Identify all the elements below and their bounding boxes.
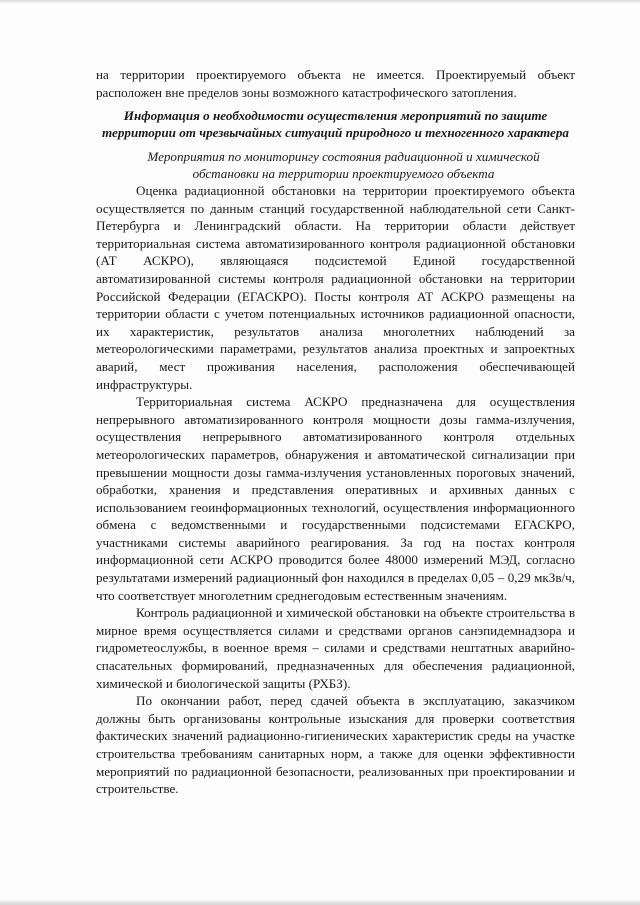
subsection-heading: Мероприятия по мониторингу состояния радиационной и химической обстановки на территории проектируемого объекта xyxy=(147,148,540,181)
intro-paragraph: на территории проектируемого объекта не имеется. Проектируемый объект расположен вне пределов зоны возможного катастрофического затопления. xyxy=(96,67,575,100)
body-paragraph: Контроль радиационной и химической обстановки на объекте строительства в мирное время осуществляется силами и средствами органов санэпидемнадзора и гидрометеослужбы, в военное время – силами и средствами нештатных аварийно-спасательных формирований, предназначенных для обеспечения радиационной, химической и биологической защиты (РХБЗ). xyxy=(96,605,575,691)
document-page xyxy=(96,66,575,798)
scan-bottom-edge xyxy=(0,899,640,905)
body-paragraph: Территориальная система АСКРО предназначена для осуществления непрерывного автоматизированного контроля мощности дозы гамма-излучения, осуществления непрерывного автоматизированного контроля отдельных метеорологических параметров, обнаружения и автоматической сигнализации при превышении мощности дозы гамма-излучения установленных пороговых значений, обработки, хранения и представления оперативных и архивных данных с использованием геоинформационных технологий, осуществления информационного обмена с ведомственными и государственными подсистемами ЕГАСКРО, участниками системы аварийного реагирования. За год на постах контроля информационной сети АСКРО проводится более 48000 измерений МЭД, согласно результатами измерений радиационный фон находился в пределах 0,05 – 0,29 мкЗв/ч, что соответствует многолетним среднегодовым естественным значениям. xyxy=(96,394,575,603)
scan-top-edge xyxy=(0,0,640,4)
section-heading: Информация о необходимости осуществления мероприятий по защите территории от чрезвычайных ситуаций природного и техногенного характера xyxy=(102,108,569,141)
body-paragraph: Оценка радиационной обстановки на территории проектируемого объекта осуществляется по данным станций государственной наблюдательной сети Санкт-Петербурга и Ленинградский области. На территории области действует территориальная система автоматизированного контроля радиационной обстановки (АТ АСКРО), являющаяся подсистемой Единой государственной автоматизированной системы контроля радиационной обстановки на территории Российской Федерации (ЕГАСКРО). Посты контроля АТ АСКРО размещены на территории области с учетом потенциальных источников радиационной опасности, их характеристик, результатов анализа многолетних наблюдений за метеорологическими параметрами, результатов анализа проектных и запроектных аварий, мест проживания населения, расположения обеспечивающей инфраструктуры. xyxy=(96,183,575,392)
body-paragraph: По окончании работ, перед сдачей объекта в эксплуатацию, заказчиком должны быть организованы контрольные изыскания для проверки соответствия фактических значений радиационно-гигиенических характеристик среды на участке строительства требованиям санитарных норм, а также для оценки эффективности мероприятий по радиационной безопасности, реализованных при проектировании и строительстве. xyxy=(96,693,575,797)
